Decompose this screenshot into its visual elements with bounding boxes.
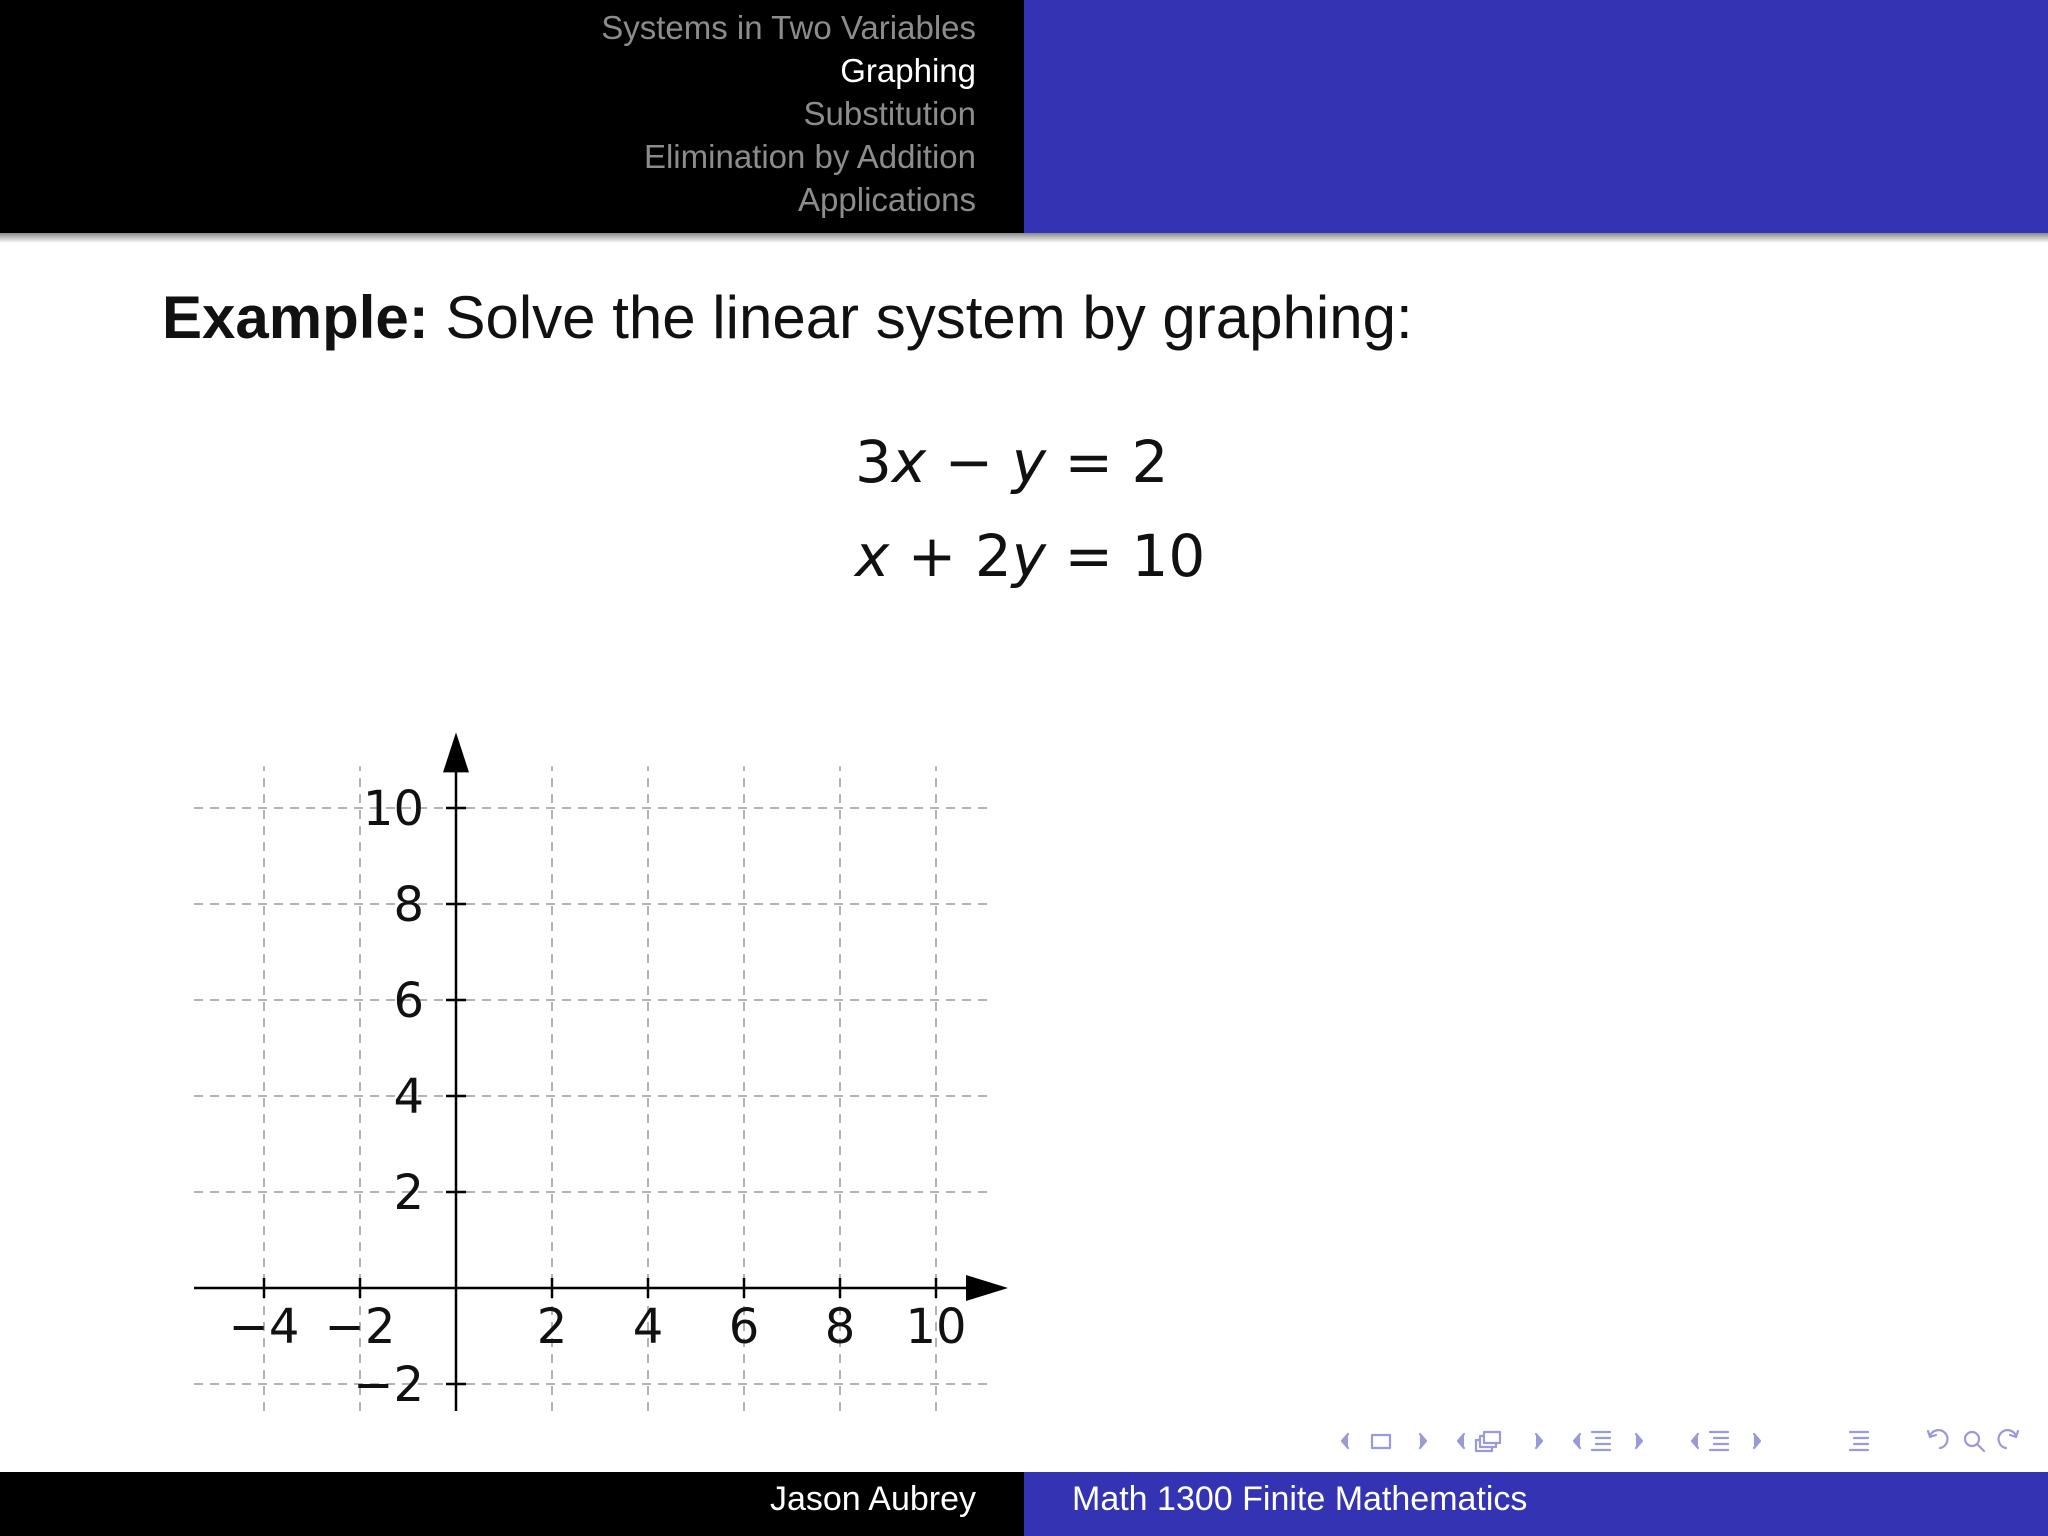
- equation-2-equals: =: [1064, 522, 1114, 590]
- equation-1-var-x: x: [891, 428, 927, 496]
- forward-icon[interactable]: [1999, 1430, 2018, 1448]
- y-tick-label: 8: [393, 877, 424, 933]
- equation-2-var-y: y: [1011, 522, 1047, 590]
- example-text: Solve the linear system by graphing:: [445, 284, 1413, 351]
- x-tick-label: 10: [905, 1299, 967, 1355]
- equation-2-operator: +: [907, 522, 957, 590]
- equation-2-rhs: 10: [1131, 522, 1206, 590]
- doc-next-icon[interactable]: [1754, 1434, 1760, 1448]
- section-icon[interactable]: [1592, 1432, 1610, 1450]
- footer-course-title: Math 1300 Finite Mathematics: [1072, 1480, 1528, 1518]
- equation-1-equals: =: [1064, 428, 1114, 496]
- doc-prev-icon[interactable]: [1692, 1434, 1698, 1448]
- x-tick-label: 8: [824, 1299, 856, 1355]
- equation-1-var-y: y: [1011, 428, 1047, 496]
- navigation-symbols: [1330, 1422, 2040, 1462]
- frame-next-icon[interactable]: [1420, 1434, 1426, 1448]
- y-tick-label: −2: [353, 1357, 424, 1413]
- x-tick-label: 6: [728, 1299, 760, 1355]
- y-axis-arrow: [443, 732, 469, 772]
- frame-prev-icon[interactable]: [1342, 1434, 1348, 1448]
- equation-1-coef-x: 3: [855, 428, 892, 496]
- equation-2-coef-y: 2: [974, 522, 1012, 590]
- subsection-icon[interactable]: [1476, 1432, 1500, 1451]
- search-icon[interactable]: [1965, 1432, 1984, 1451]
- subsection-next-icon[interactable]: [1536, 1434, 1542, 1448]
- section-prev-icon[interactable]: [1574, 1434, 1580, 1448]
- equation-1-operator: −: [944, 428, 994, 496]
- nav-section-graphing[interactable]: Graphing: [840, 52, 976, 89]
- subsection-prev-icon[interactable]: [1458, 1434, 1464, 1448]
- y-tick-label: 4: [393, 1069, 424, 1125]
- x-tick-label: −4: [228, 1299, 300, 1355]
- x-tick-label: 4: [632, 1299, 664, 1355]
- x-tick-label: −2: [324, 1299, 396, 1355]
- section-next-icon[interactable]: [1636, 1434, 1642, 1448]
- x-tick-label: 2: [536, 1299, 568, 1355]
- x-axis-arrow: [966, 1275, 1008, 1301]
- footer-author: Jason Aubrey: [769, 1480, 976, 1518]
- y-tick-label: 2: [393, 1165, 424, 1221]
- toc-icon[interactable]: [1850, 1432, 1868, 1450]
- nav-section-elimination-by-addition[interactable]: Elimination by Addition: [643, 138, 976, 175]
- nav-section-applications[interactable]: Applications: [798, 181, 976, 218]
- nav-section-systems-in-two-variables[interactable]: Systems in Two Variables: [601, 9, 976, 46]
- example-label: Example:: [162, 284, 429, 351]
- nav-section-substitution[interactable]: Substitution: [803, 95, 976, 132]
- equation-1-rhs: 2: [1131, 428, 1169, 496]
- frame-icon[interactable]: [1372, 1435, 1390, 1448]
- y-tick-label: 10: [362, 781, 424, 837]
- equation-2-var-x: x: [855, 522, 890, 590]
- doc-icon[interactable]: [1710, 1432, 1728, 1450]
- y-tick-label: 6: [393, 973, 424, 1029]
- back-icon[interactable]: [1928, 1430, 1947, 1448]
